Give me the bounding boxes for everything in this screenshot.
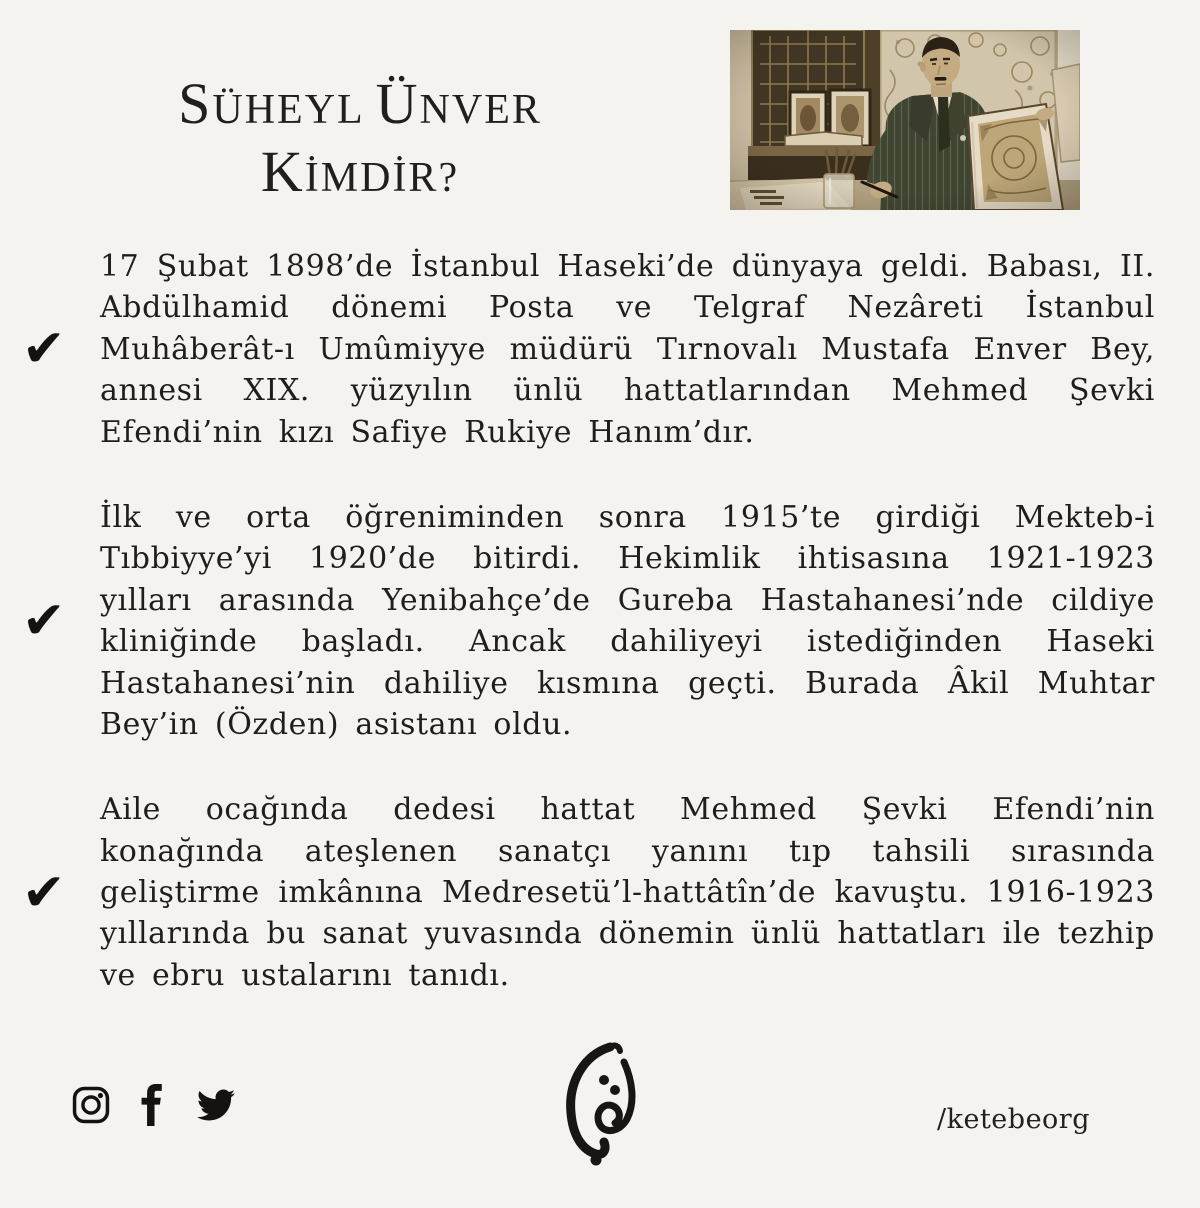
social-handle: /ketebeorg [937, 1104, 1090, 1135]
footer [0, 1038, 1200, 1208]
instagram-icon [70, 1084, 112, 1126]
paragraph-text: İlk ve orta öğreniminden sonra 1915’te girdiği Mekteb-i Tıbbiyye’yi 1920’de bitirdi. Hekimlik ihtisasına 1921-1923 yılları arasında Yenibahçe’de Gureba Hastahanesi’nde cildiye kliniğinde başladı. Ancak dahiliyeyi istediğinden Haseki Hastahanesi’nin dahiliye kısmına geçti. Burada Âkil Muhtar Bey’in (Özden) asistanı oldu. [100, 499, 1155, 742]
social-icons [70, 1084, 238, 1126]
page-title [60, 70, 660, 207]
checkmark-icon: ✔ [22, 591, 66, 652]
ketebe-logo [554, 1040, 646, 1168]
bio-paragraph-2 [22, 497, 1155, 745]
paragraph-text: 17 Şubat 1898’de İstanbul Haseki’de dünyaya geldi. Babası, II. Abdülhamid dönemi Posta ve Telgraf Nezâreti İstanbul Muhâberât-ı Umûmiyye müdürü Tırnovalı Mustafa Enver Bey, annesi XIX. yüzyılın ünlü hattatlarından Mehmed Şevki Efendi’nin kızı Safiye Rukiye Hanım’dır. [100, 249, 1155, 450]
title-line-2: KİMDİR? [260, 139, 460, 205]
title-line-1: SÜHEYL ÜNVER [178, 71, 542, 136]
checkmark-icon: ✔ [22, 862, 66, 923]
portrait-photo [730, 30, 1080, 210]
header [0, 0, 1200, 210]
twitter-icon [194, 1086, 238, 1124]
checkmark-icon: ✔ [22, 319, 66, 380]
title-block [60, 30, 660, 207]
bio-paragraph-3 [22, 789, 1155, 996]
bio-paragraph-1 [22, 246, 1155, 453]
facebook-icon [141, 1084, 165, 1126]
paragraph-text: Aile ocağında dedesi hattat Mehmed Şevki Efendi’nin konağında ateşlenen sanatçı yanını tıp tahsili sırasında geliştirme imkânına Medresetü’l-hattâtîn’de kavuştu. 1916-1923 yıllarında bu sanat yuvasında dönemin ünlü hattatları ile tezhip ve ebru ustalarını tanıdı. [100, 792, 1155, 993]
biography-text [0, 210, 1200, 996]
